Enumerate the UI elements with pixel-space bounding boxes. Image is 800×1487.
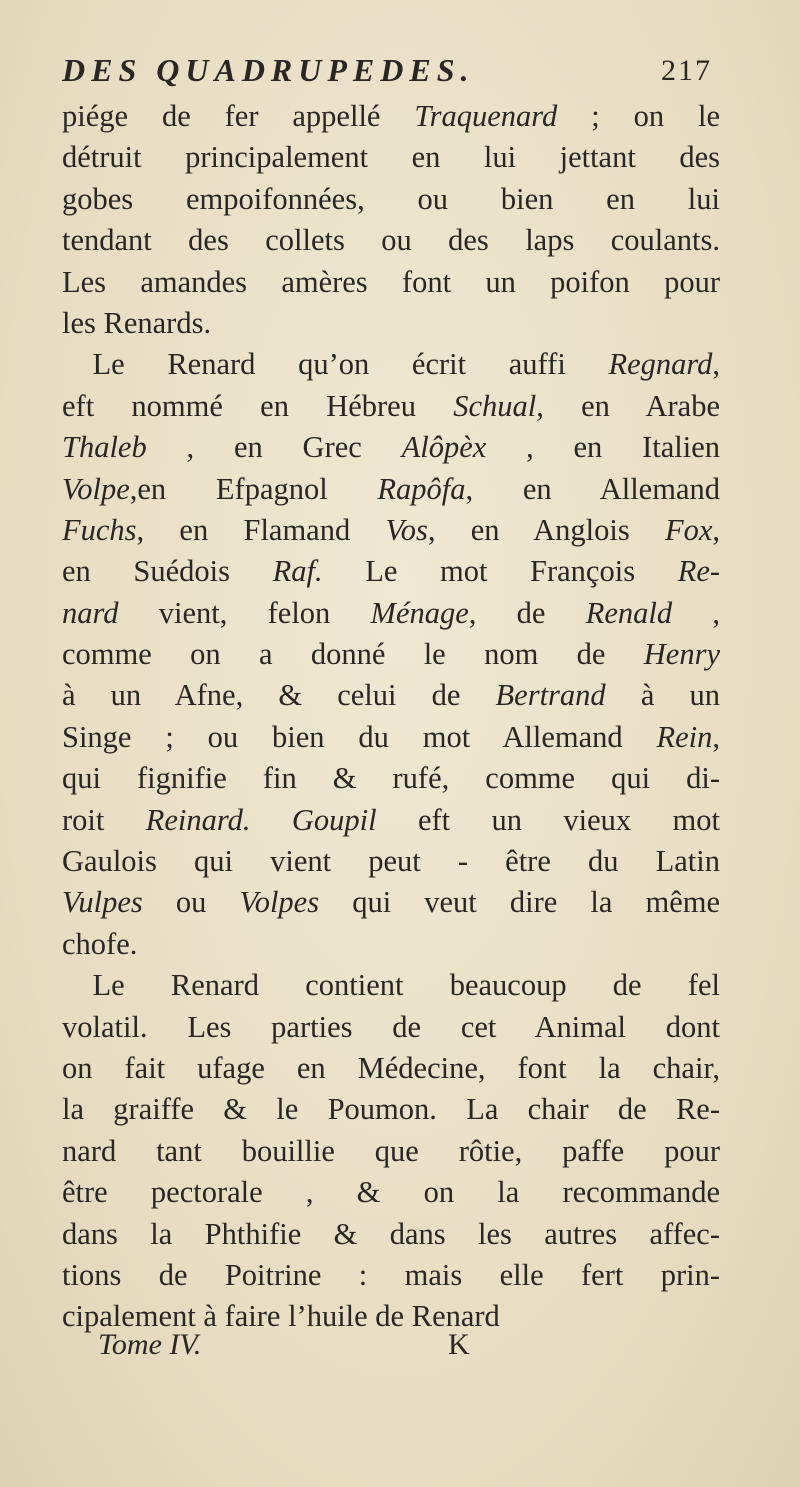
text-run: piége de fer appellé [62, 99, 415, 133]
text-line [62, 96, 720, 137]
text-run: tendant des collets ou des laps coulants. [62, 223, 720, 258]
italic-term: Schual [453, 388, 537, 423]
text-line [62, 262, 720, 303]
page-number: 217 [661, 54, 712, 87]
text-run: la graiffe & le Poumon. La chair de Re- [62, 1092, 720, 1127]
text-line [62, 469, 720, 510]
italic-term: Vulpes [62, 885, 143, 920]
text-line [62, 1255, 720, 1296]
text-run: eft nommé en Hébreu [62, 388, 454, 423]
text-line [62, 1214, 720, 1255]
italic-term: Volpes [239, 885, 320, 920]
italic-term: Re- [677, 554, 721, 589]
text-run: , [712, 347, 720, 382]
text-run: comme on a donné le nom de [62, 637, 644, 672]
italic-term: Thaleb [62, 430, 147, 465]
text-run: , de [468, 595, 586, 630]
text-run: nard tant bouillie que rôtie, paffe pour [62, 1133, 720, 1168]
text-line [62, 179, 720, 220]
text-run: volatil. Les parties de cet Animal dont [62, 1009, 720, 1044]
text-run: être pectorale , & on la recommande [62, 1175, 720, 1210]
text-run: roit [62, 802, 146, 837]
text-line [62, 1172, 720, 1213]
italic-term: Vos [385, 512, 428, 547]
text-run: , [672, 595, 721, 630]
text-line [62, 137, 720, 178]
text-run: cipalement à faire l’huile de Renard [62, 1299, 500, 1334]
text-line [62, 1048, 720, 1089]
text-run: à un Afne, & celui de [62, 678, 496, 713]
italic-term: Henry [643, 637, 720, 672]
text-run: eft un vieux mot [376, 802, 720, 837]
text-line [62, 882, 720, 923]
italic-term: Traquenard [414, 99, 558, 133]
text-line [62, 717, 720, 758]
italic-term: nard [62, 595, 119, 630]
text-run: vient, felon [118, 595, 371, 630]
text-line [62, 841, 720, 882]
italic-term: Fuchs [62, 512, 137, 547]
text-run: , en Flamand [136, 512, 386, 547]
text-run: , en Allemand [465, 471, 720, 506]
italic-term: Rein [656, 719, 713, 754]
text-line [62, 510, 720, 551]
italic-term: Rapôfa [377, 471, 466, 506]
text-line [62, 386, 720, 427]
text-run: tions de Poitrine : mais elle fert prin- [62, 1257, 720, 1292]
text-line [62, 800, 720, 841]
running-title: DES QUADRUPEDES. [62, 52, 475, 88]
text-line [62, 1131, 720, 1172]
text-run: , en Grec [146, 430, 402, 465]
text-line [62, 675, 720, 716]
text-line [62, 634, 720, 675]
text-run: Le Renard contient beaucoup de fel [62, 968, 720, 1003]
text-run: Singe ; ou bien du mot Allemand [62, 719, 657, 754]
volume-signature: Tome IV. [98, 1328, 202, 1361]
gathering-signature: K [448, 1328, 470, 1361]
text-line [62, 965, 720, 1006]
italic-term: Volpe [62, 471, 130, 506]
text-run: ,en Efpagnol [129, 471, 378, 506]
body-text [62, 96, 720, 1338]
running-head [62, 52, 712, 98]
text-run: , en Anglois [427, 512, 665, 547]
text-line [62, 551, 720, 592]
italic-term: Goupil [291, 802, 377, 837]
text-run: Les amandes amères font un poifon pour [62, 264, 720, 299]
italic-term: Ménage [370, 595, 469, 630]
italic-term: Bertrand [495, 678, 606, 713]
text-line [62, 427, 720, 468]
text-run: qui fignifie fin & rufé, comme qui di- [62, 761, 720, 796]
text-line [62, 344, 720, 385]
text-line [62, 593, 720, 634]
text-run: à un [605, 678, 720, 713]
text-run: , [712, 719, 720, 754]
italic-term: Renald [585, 595, 673, 630]
text-run: on fait ufage en Médecine, font la chair, [62, 1050, 720, 1085]
text-run: ou [142, 885, 240, 920]
italic-term: Alôpèx [401, 430, 487, 465]
text-run: dans la Phthifie & dans les autres affec- [62, 1216, 720, 1251]
italic-term: Fox [664, 512, 713, 547]
text-run: , en Arabe [536, 388, 720, 423]
text-run: , [712, 512, 720, 547]
text-run: chofe. [62, 926, 138, 961]
page-footer [98, 1328, 538, 1370]
text-run: en Suédois [62, 554, 273, 589]
text-run: Le mot François [322, 554, 678, 589]
text-run: Le Renard qu’on écrit auffi [62, 347, 609, 382]
text-run: les Renards. [62, 305, 212, 340]
text-run: gobes empoifonnées, ou bien en lui [62, 181, 720, 216]
text-run: détruit principalement en lui jettant des [62, 140, 720, 175]
text-run: qui veut dire la même [319, 885, 721, 920]
text-run: Gaulois qui vient peut - être du Latin [62, 844, 720, 879]
text-line [62, 303, 720, 344]
italic-term: Reinard. [145, 802, 251, 837]
text-run [251, 803, 292, 837]
text-line [62, 220, 720, 261]
text-line [62, 924, 720, 965]
italic-term: Regnard [608, 347, 713, 382]
text-line [62, 1007, 720, 1048]
italic-term: Raf. [272, 554, 323, 589]
text-run: , en Italien [486, 430, 720, 465]
text-line [62, 758, 720, 799]
text-run: ; on le [557, 99, 720, 133]
text-line [62, 1089, 720, 1130]
